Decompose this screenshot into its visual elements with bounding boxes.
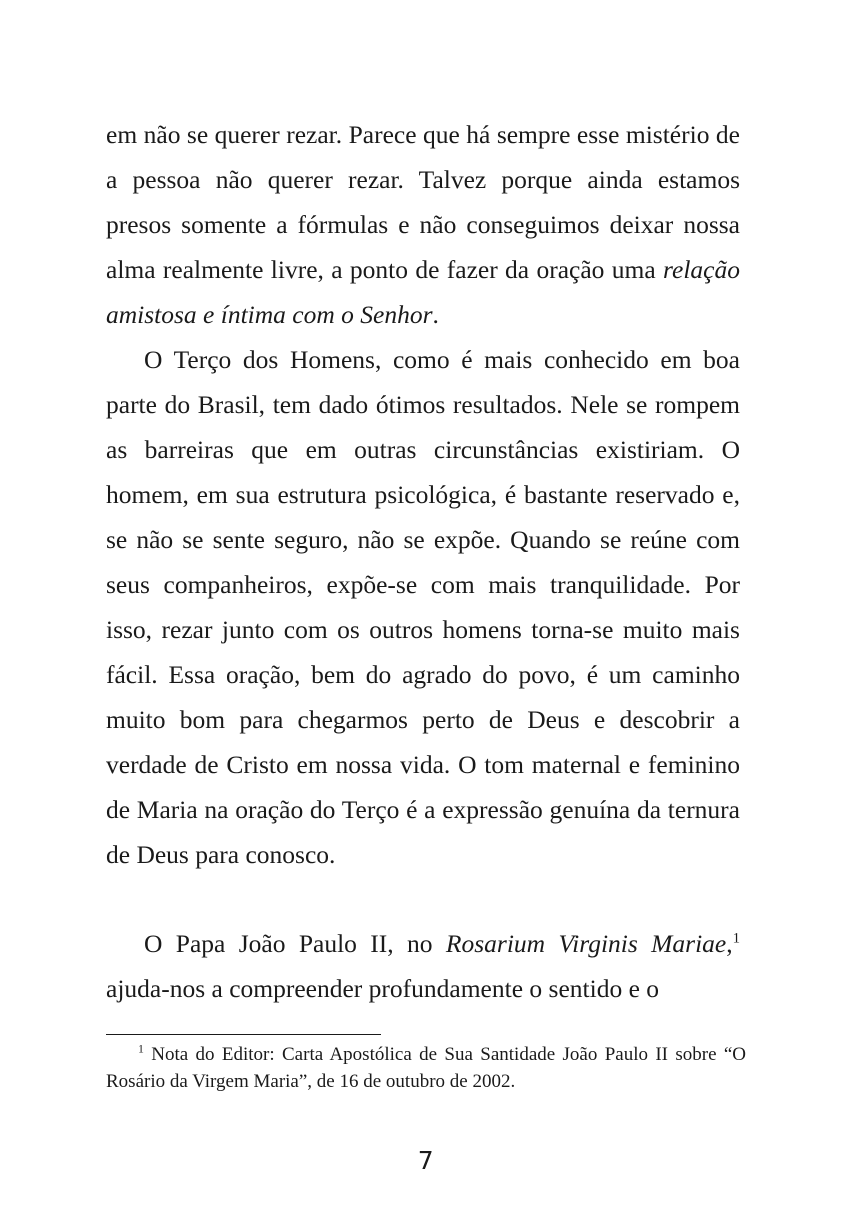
text-run: . [432, 300, 439, 329]
paragraph-terco-dos-homens [106, 337, 740, 877]
italic-run: relação amistosa e íntima com o Senhor [106, 255, 740, 329]
body-text-column [106, 112, 740, 1011]
text-run: O Terço dos Homens, como é mais conhecido em boa parte do Brasil, tem dado ótimos resultados. Nele se rompem as barreiras que em outras circunstâncias existiriam. O homem, em sua estrutura psicológica, é bastante reservado e, se não se sente seguro, não se expõe. Quando se reúne com seus companheiros, expõe-se com mais tranquilidade. Por isso, rezar junto com os outros homens torna-se muito mais fácil. Essa oração, bem do agrado do povo, é um caminho muito bom para chegarmos perto de Deus e descobrir a verdade de Cristo em nossa vida. O tom maternal e feminino de Maria na oração do Terço é a expressão genuína da ternura de Deus para conosco. [106, 345, 740, 869]
footnote-marker: 1 [138, 1042, 144, 1056]
footnote-body-text: Nota do Editor: Carta Apostólica de Sua Santidade João Paulo II sobre “O Rosário da Virgem Maria”, de 16 de outubro de 2002. [106, 1044, 747, 1092]
italic-run: Rosarium Virginis Mariae [445, 929, 727, 958]
footnote-entry [106, 1041, 746, 1095]
text-run: ajuda-nos a compreender profundamente o sentido e o [106, 974, 660, 1003]
text-run: em não se querer rezar. Parece que há sempre esse mistério de a pessoa não querer rezar. Talvez porque ainda estamos presos somente a fórmulas e não conseguimos deixar nossa alma realmente livre, a ponto de fazer da oração uma [106, 120, 740, 284]
footnote-separator-rule [106, 1034, 381, 1035]
text-run: O Papa João Paulo II, no [144, 929, 446, 958]
paragraph-papa-joao-paulo [106, 921, 740, 1011]
page-number: 7 [417, 1146, 435, 1175]
footnote-block [106, 1034, 746, 1095]
footnote-reference[interactable]: 1 [732, 930, 740, 947]
paragraph-continued [106, 112, 740, 337]
text-run: , [726, 929, 733, 958]
